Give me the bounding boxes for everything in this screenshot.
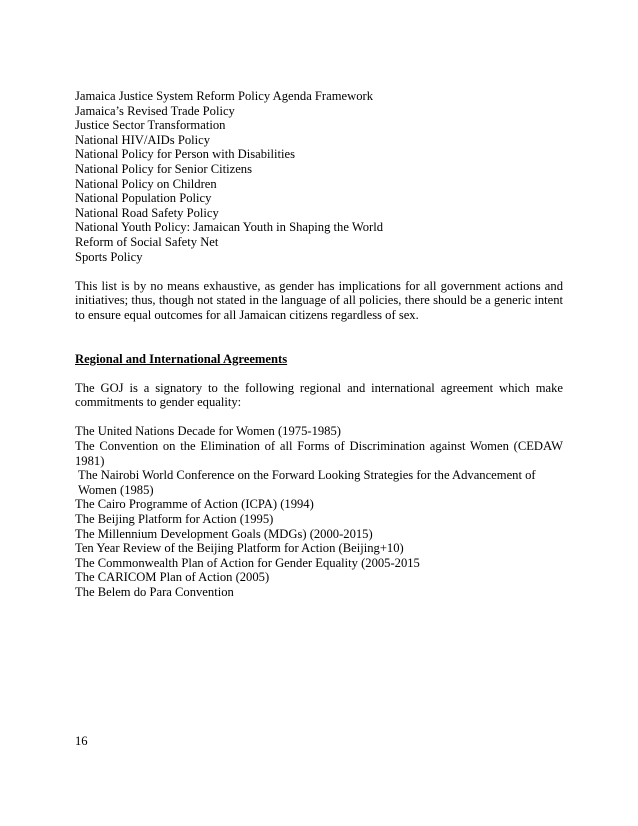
policy-list: [75, 89, 563, 264]
list-item: The Nairobi World Conference on the Forward Looking Strategies for the Advancement of: [78, 468, 536, 483]
list-item: Reform of Social Safety Net: [75, 234, 219, 249]
spacer: [75, 410, 563, 425]
list-item: The Millennium Development Goals (MDGs) (2000-2015): [75, 526, 373, 541]
agreement-list: [75, 424, 563, 599]
list-item: National Policy on Children: [75, 176, 217, 191]
list-item: The Convention on the Elimination of all Forms of Discrimination against Women (CEDAW 1981): [75, 439, 563, 468]
list-item: The Cairo Programme of Action (ICPA) (1994): [75, 497, 314, 512]
list-item: National Policy for Person with Disabilities: [75, 147, 296, 162]
spacer: [75, 264, 563, 279]
list-item: National Policy for Senior Citizens: [75, 161, 252, 176]
list-item: The CARICOM Plan of Action (2005): [75, 570, 270, 585]
list-item: National Youth Policy: Jamaican Youth in Shaping the World: [75, 220, 383, 235]
list-item: The United Nations Decade for Women (1975-1985): [75, 424, 341, 439]
spacer: [75, 366, 563, 381]
list-item: Ten Year Review of the Beijing Platform for Action (Beijing+10): [75, 541, 404, 556]
list-item: Sports Policy: [75, 249, 143, 264]
list-item: Jamaica Justice System Reform Policy Agenda Framework: [75, 89, 373, 103]
list-item: National HIV/AIDs Policy: [75, 132, 211, 147]
list-item: National Road Safety Policy: [75, 205, 219, 220]
list-item: Justice Sector Transformation: [75, 118, 226, 133]
intro-paragraph: The GOJ is a signatory to the following regional and international agreement which make commitments to gender equality:: [75, 380, 563, 410]
section-heading: Regional and International Agreements: [75, 351, 288, 366]
note-paragraph: This list is by no means exhaustive, as gender has implications for all government actions and initiatives; thus, though not stated in the language of all policies, there should be a generic intent to ensure equal outcomes for all Jamaican citizens regardless of sex.: [75, 278, 563, 322]
page-number: 16: [75, 734, 88, 748]
page-content: [75, 89, 563, 600]
list-item: The Commonwealth Plan of Action for Gender Equality (2005-2015: [75, 555, 420, 570]
list-item: Jamaica’s Revised Trade Policy: [75, 103, 235, 118]
list-item: The Beijing Platform for Action (1995): [75, 512, 274, 527]
spacer: [75, 323, 563, 352]
list-item: National Population Policy: [75, 191, 212, 206]
list-item: The Belem do Para Convention: [75, 585, 234, 599]
list-item: Women (1985): [78, 482, 154, 497]
